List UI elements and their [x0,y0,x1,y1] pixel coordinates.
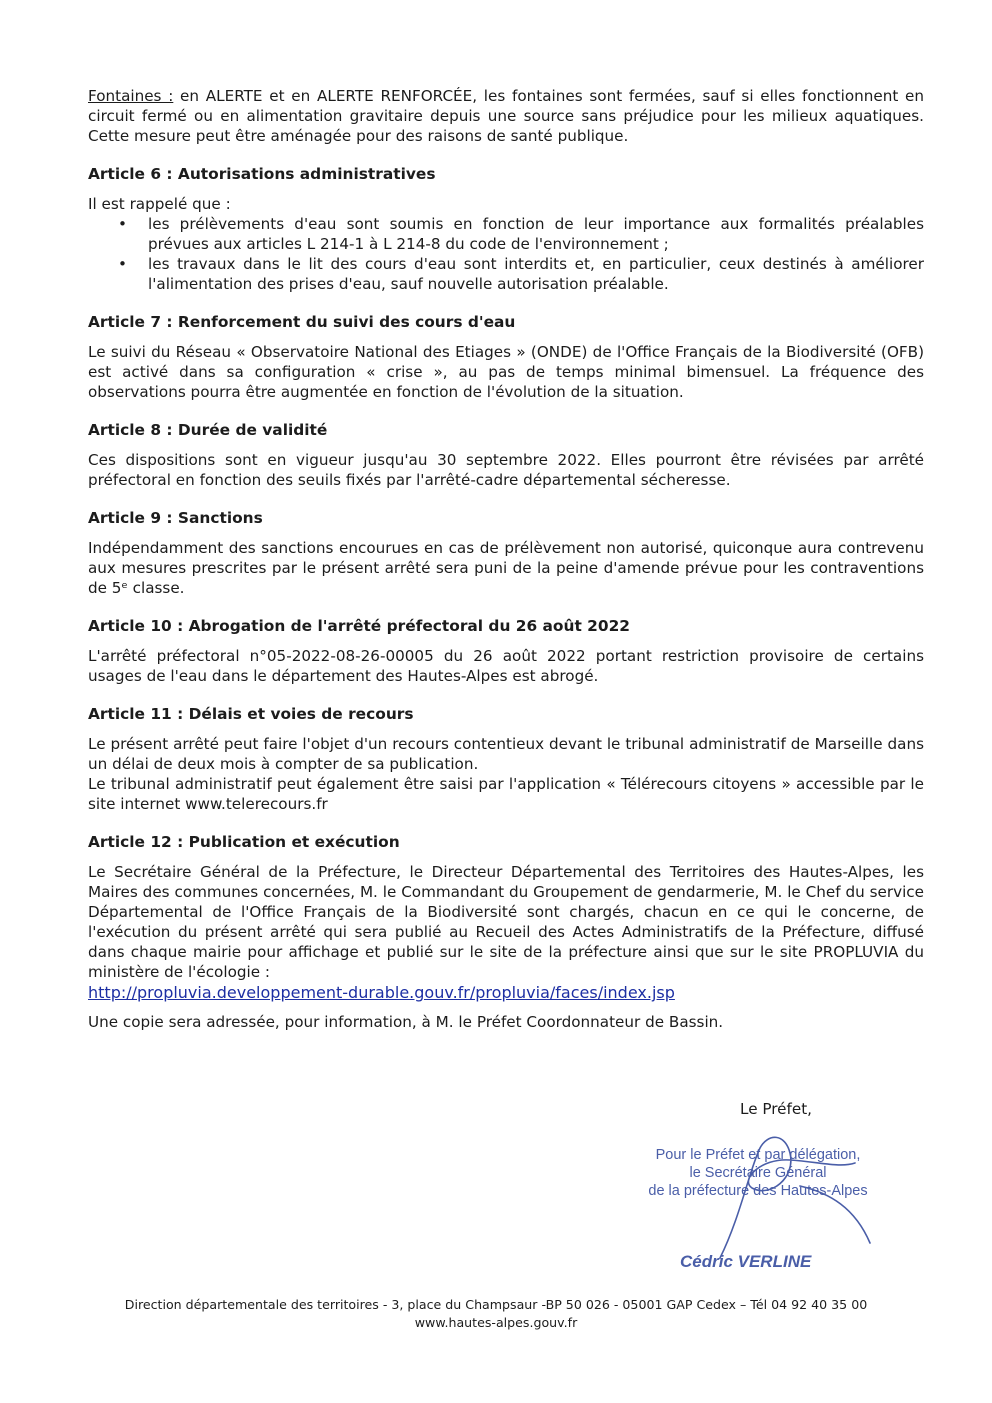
propluvia-link[interactable]: http://propluvia.developpement-durable.gouv.fr/propluvia/faces/index.jsp [88,983,675,1002]
article-11-text-1: Le présent arrêté peut faire l'objet d'un recours contentieux devant le tribunal administratif de Marseille dans un délai de deux mois à compter de sa publication. [88,735,924,773]
article-10-text: L'arrêté préfectoral n°05-2022-08-26-00005 du 26 août 2022 portant restriction provisoire de certains usages de l'eau dans le département des Hautes-Alpes est abrogé. [88,647,924,685]
article-11-title: Article 11 : Délais et voies de recours [88,705,414,723]
article-11-text-2: Le tribunal administratif peut également être saisi par l'application « Télérecours citoyens » accessible par le site internet www.telerecours.fr [88,775,924,813]
prefet-label: Le Préfet, [740,1100,812,1118]
list-item [88,254,924,294]
footer-website: www.hautes-alpes.gouv.fr [414,1315,578,1330]
article-9-text: Indépendamment des sanctions encourues en cas de prélèvement non autorisé, quiconque aura contrevenu aux mesures prescrites par le présent arrêté sera puni de la peine d'amende prévue pour les contraventions de 5ᵉ classe. [88,539,924,597]
article-9-title: Article 9 : Sanctions [88,509,263,527]
bullet-icon: • [118,215,127,233]
page-footer [0,1296,992,1332]
list-item-text: les travaux dans le lit des cours d'eau sont interdits et, en particulier, ceux destinés à améliorer l'alimentation des prises d'eau, sauf nouvelle autorisation préalable. [148,255,924,293]
footer-address: Direction départementale des territoires - 3, place du Champsaur -BP 50 026 - 05001 GAP Cedex – Tél 04 92 40 35 00 [124,1297,868,1312]
article-7-text: Le suivi du Réseau « Observatoire National des Etiages » (ONDE) de l'Office Français de la Biodiversité (OFB) est activé dans sa configuration « crise », au pas de temps minimal bimensuel. La fréquence des observations pourra être augmentée en fonction de l'évolution de la situation. [88,343,924,401]
signatory-name: Cédric VERLINE [680,1252,812,1271]
article-6-title: Article 6 : Autorisations administratives [88,165,436,183]
bullet-icon: • [118,255,127,273]
article-6-intro: Il est rappelé que : [88,195,231,213]
fontaines-paragraph [88,86,924,146]
list-item [88,214,924,254]
signature-line-3: de la préfecture des Hautes-Alpes [648,1183,868,1199]
article-12-title: Article 12 : Publication et exécution [88,833,400,851]
fontaines-label: Fontaines : [88,87,174,105]
signature-line-2: le Secrétaire Général [689,1165,827,1181]
article-10-title: Article 10 : Abrogation de l'arrêté préfectoral du 26 août 2022 [88,617,631,635]
article-8-text: Ces dispositions sont en vigueur jusqu'au 30 septembre 2022. Elles pourront être révisées par arrêté préfectoral en fonction des seuils fixés par l'arrêté-cadre départemental sécheresse. [88,451,924,489]
article-8-title: Article 8 : Durée de validité [88,421,328,439]
article-6-list [88,214,924,294]
article-7-title: Article 7 : Renforcement du suivi des cours d'eau [88,313,516,331]
fontaines-text: en ALERTE et en ALERTE RENFORCÉE, les fontaines sont fermées, sauf si elles fonctionnent en circuit fermé ou en alimentation gravitaire depuis une source sans préjudice pour les milieux aquatiques. Cette mesure peut être aménagée pour des raisons de santé publique. [88,87,924,145]
signature-line-1: Pour le Préfet et par délégation, [655,1147,861,1163]
article-12-copy: Une copie sera adressée, pour information, à M. le Préfet Coordonnateur de Bassin. [88,1013,724,1031]
list-item-text: les prélèvements d'eau sont soumis en fonction de leur importance aux formalités préalables prévues aux articles L 214-1 à L 214-8 du code de l'environnement ; [148,215,924,253]
document-body [88,86,924,1032]
article-12-text: Le Secrétaire Général de la Préfecture, le Directeur Départemental des Territoires des Hautes-Alpes, les Maires des communes concernées, M. le Commandant du Groupement de gendarmerie, M. le Chef du service Départemental de l'Office Français de la Biodiversité sont chargés, chacun en ce qui le concerne, de l'exécution du présent arrêté qui sera publié au Recueil des Actes Administratifs de la Préfecture, diffusé dans chaque mairie pour affichage et publié sur le site de la préfecture ainsi que sur le site PROPLUVIA du ministère de l'écologie : [88,863,924,981]
handwritten-signature-icon [690,1128,890,1268]
